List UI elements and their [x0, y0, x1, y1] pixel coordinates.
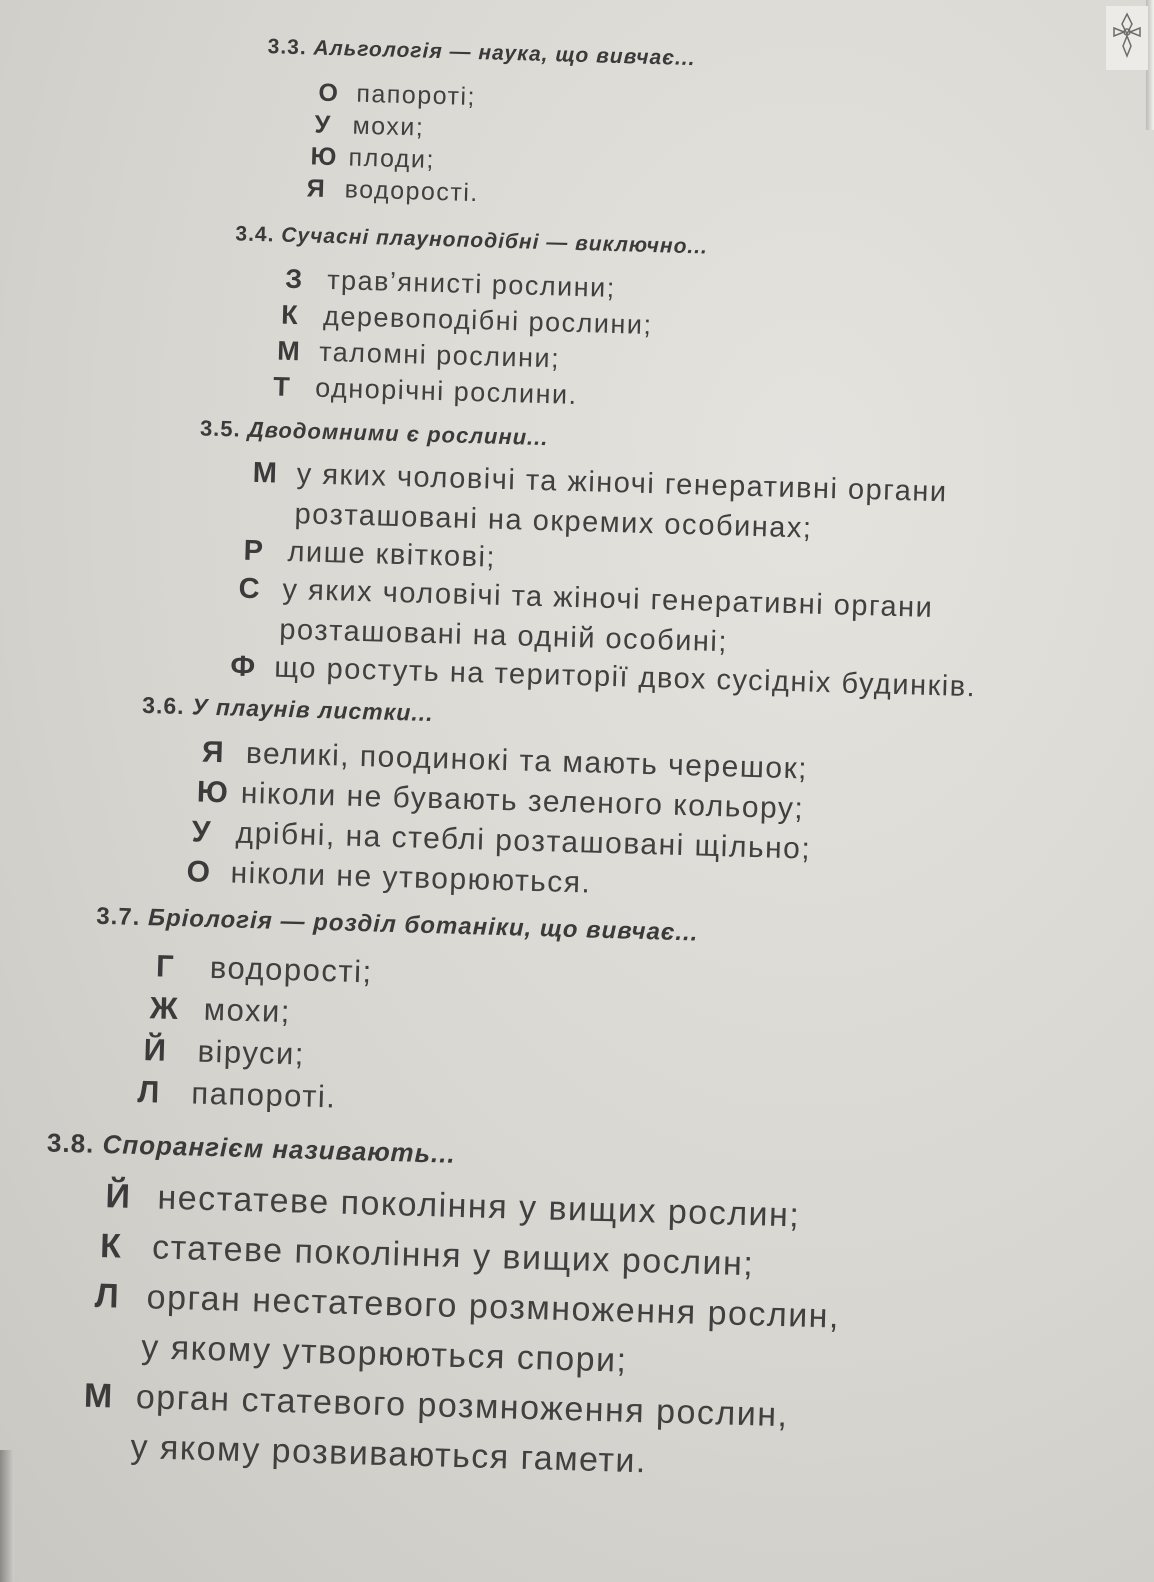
- option-letter: Ю: [310, 142, 339, 172]
- option-letter: Й: [105, 1177, 133, 1216]
- option-letter: Л: [136, 1073, 162, 1110]
- option-letter: М: [252, 456, 279, 490]
- answer-option: [149, 990, 291, 1030]
- option-letter: М: [276, 335, 302, 367]
- answer-option: [310, 142, 435, 174]
- option-letter: Ф: [229, 650, 258, 684]
- option-letter: Ж: [149, 990, 180, 1027]
- option-letter: З: [284, 263, 305, 295]
- option-letter: У: [314, 110, 332, 139]
- answer-option: [143, 1032, 305, 1072]
- question-text: Сучасні плауноподібні — виключно...: [281, 223, 709, 259]
- question-text: У плаунів листки...: [191, 693, 434, 727]
- answer-option: [273, 371, 578, 410]
- answer-option: [281, 300, 653, 341]
- option-letter: О: [318, 78, 340, 108]
- option-text: орган нестатевого розмноження рослин,: [146, 1278, 841, 1336]
- question-text: Альгологія — наука, що вивчає...: [313, 36, 696, 71]
- question-text: Дводомними є рослини...: [247, 416, 549, 451]
- option-text: віруси;: [197, 1033, 306, 1072]
- question-3-6: [142, 692, 434, 727]
- option-letter: О: [186, 855, 212, 889]
- option-text: деревоподібні рослини;: [322, 300, 653, 341]
- question-text: Бріологія — розділ ботаніки, що вивчає...: [147, 904, 699, 947]
- question-3-7: [96, 903, 699, 948]
- option-text: водорості;: [209, 949, 374, 990]
- answer-option: [243, 535, 496, 575]
- question-number: 3.4.: [235, 222, 275, 247]
- answer-option: [94, 1277, 840, 1337]
- question-3-8: [47, 1127, 457, 1169]
- question-number: 3.5.: [199, 415, 242, 442]
- option-letter: У: [191, 815, 213, 849]
- question-number: 3.7.: [95, 902, 141, 931]
- option-letter: Р: [243, 534, 265, 568]
- question-number: 3.3.: [267, 35, 308, 60]
- answer-option: [306, 174, 479, 208]
- option-text: папороті.: [190, 1075, 337, 1115]
- option-letter: Й: [143, 1032, 168, 1068]
- option-letter: Т: [272, 371, 292, 402]
- question-text: Спорангієм називають...: [102, 1129, 457, 1169]
- option-letter: Я: [306, 174, 327, 203]
- option-text: що ростуть на території двох сусідніх будинків.: [273, 651, 977, 704]
- option-text: мохи;: [203, 991, 292, 1030]
- option-text: ніколи не бувають зеленого кольору;: [240, 776, 805, 826]
- option-text: нестатеве покоління у вищих рослин;: [156, 1178, 801, 1235]
- option-text: плоди;: [348, 143, 436, 174]
- option-letter: М: [83, 1376, 115, 1416]
- option-text: мохи;: [352, 111, 425, 142]
- option-text: у яких чоловічі та жіночі генеративні органи: [296, 458, 948, 509]
- answer-option: [155, 948, 373, 990]
- option-text: у яких чоловічі та жіночі генеративні органи: [282, 573, 934, 624]
- answer-option: [186, 855, 592, 900]
- question-3-3: [267, 35, 695, 71]
- option-text: дрібні, на стеблі розташовані щільно;: [235, 816, 812, 866]
- option-text: орган статевого розмноження рослин,: [135, 1378, 790, 1435]
- option-letter: К: [99, 1226, 123, 1266]
- option-letter: Ю: [196, 775, 230, 810]
- option-letter: С: [238, 572, 262, 606]
- option-letter: Л: [94, 1276, 121, 1316]
- option-text-continuation: розташовані на одній особині;: [278, 613, 729, 659]
- answer-option: [137, 1074, 337, 1116]
- option-letter: Г: [155, 948, 176, 984]
- option-text-continuation: розташовані на окремих особинах;: [294, 498, 813, 545]
- option-text: однорічні рослини.: [314, 372, 578, 410]
- answer-option: [230, 650, 977, 704]
- answer-option: [314, 111, 425, 143]
- question-number: 3.8.: [46, 1127, 95, 1159]
- option-text: статеве покоління у вищих рослин;: [151, 1228, 755, 1284]
- answer-option: [318, 79, 476, 112]
- answer-option: [83, 1377, 789, 1436]
- option-text-continuation: у якому розвиваються гамети.: [130, 1427, 648, 1481]
- answer-option: [100, 1227, 755, 1284]
- answer-option: [277, 336, 561, 375]
- option-text: трав’янисті рослини;: [326, 264, 617, 303]
- option-text: великі, поодинокі та мають черешок;: [245, 736, 809, 786]
- option-letter: Я: [201, 735, 226, 770]
- option-text: таломні рослини;: [318, 336, 561, 374]
- option-text: водорості.: [344, 175, 480, 208]
- answer-option: [285, 264, 616, 304]
- option-letter: К: [280, 299, 300, 331]
- question-3-5: [200, 415, 549, 451]
- question-number: 3.6.: [141, 691, 186, 720]
- option-text-continuation: у якому утворюються спори;: [140, 1328, 629, 1380]
- option-text: лише квіткові;: [287, 535, 497, 574]
- option-text: ніколи не утворюються.: [230, 856, 592, 900]
- question-3-4: [235, 222, 708, 259]
- option-text: папороті;: [356, 79, 477, 112]
- answer-option: [105, 1177, 801, 1235]
